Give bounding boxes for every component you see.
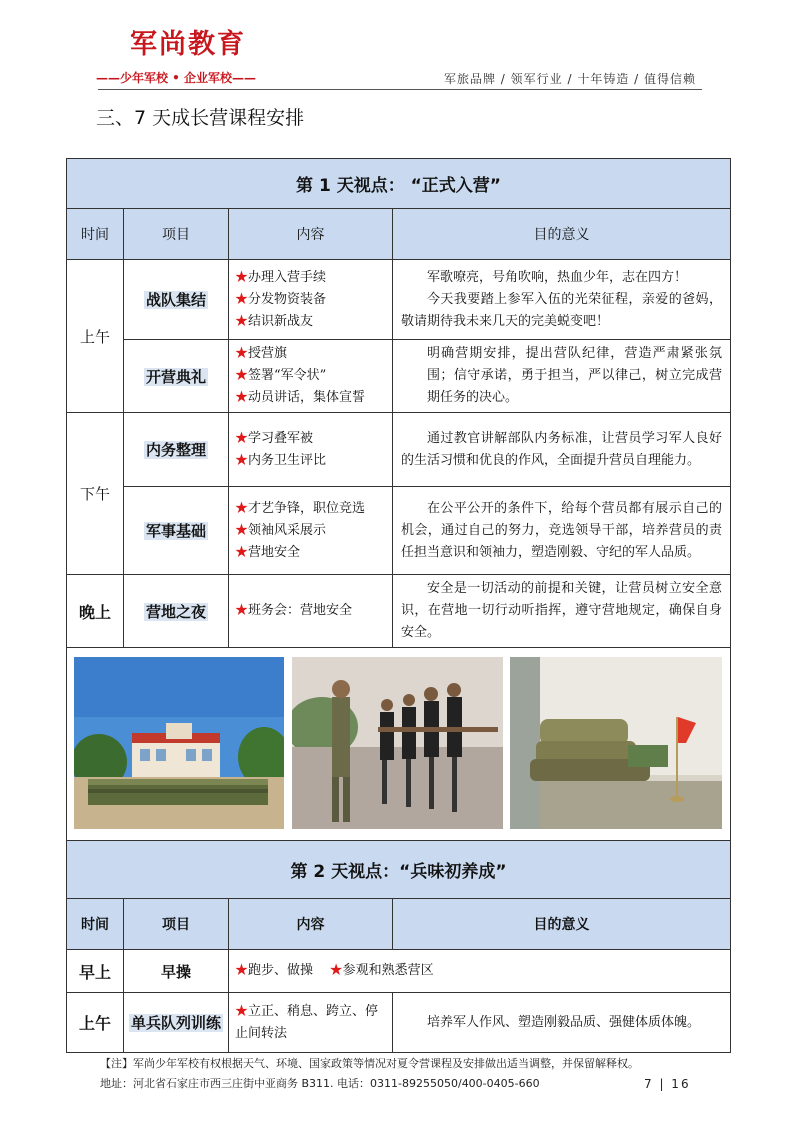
col-header-content: 内容: [229, 899, 393, 950]
star-icon: ★: [235, 313, 249, 329]
header-divider: [98, 89, 702, 90]
star-icon: ★: [235, 430, 249, 446]
period-afternoon: 下午: [67, 413, 124, 575]
brand-slogan: ——少年军校 • 企业军校——: [96, 71, 257, 85]
star-icon: ★: [235, 963, 249, 978]
content-list: ★授营旗 ★签署“军令状” ★动员讲话，集体宣誓: [229, 340, 393, 413]
page-number: 7 | 16: [644, 1077, 691, 1091]
star-icon: ★: [235, 500, 249, 516]
item-name: 战队集结: [124, 260, 229, 340]
table-row: [67, 487, 731, 575]
brand-name: 军尚教育: [130, 29, 246, 60]
content-list: ★班务会：营地安全: [229, 575, 393, 648]
drill-training-photo: [292, 657, 503, 829]
col-header-item: 项目: [124, 209, 229, 260]
item-name: 开营典礼: [124, 340, 229, 413]
purpose-text: 安全是一切活动的前提和关键，让营员树立安全意识，在营地一切行动听指挥，遵守营地规定，确保自身安全。: [393, 575, 731, 648]
period-morning: 上午: [67, 993, 124, 1053]
purpose-text: 明确营期安排，提出营队纪律，营造严肃紧张氛围；信守承诺，勇于担当，严以律己，树立完成营期任务的决心。: [393, 340, 731, 413]
purpose-text: 在公平公开的条件下，给每个营员都有展示自己的机会，通过自己的努力，竞选领导干部，培养营员的责任担当意识和领袖力，塑造刚毅、守纪的军人品质。: [393, 487, 731, 575]
footer-note: 【注】军尚少年军校有权根据天气、环境、国家政策等情况对夏令营课程及安排做出适当调整，并保留解释权。: [100, 1057, 639, 1070]
star-icon: ★: [235, 368, 249, 383]
day1-title: 第 1 天视点： “正式入营”: [67, 159, 731, 209]
brand-logo: [96, 22, 296, 86]
purpose-text: 军歌嘹亮，号角吹响，热血少年，志在四方！ 今天我要踏上参军入伍的光荣征程，亲爱的爸妈，敬请期待我未来几天的完美蜕变吧！: [393, 260, 731, 340]
period-early-morning: 早上: [67, 950, 124, 993]
table-row: [67, 950, 731, 993]
item-name: 单兵队列训练: [124, 993, 229, 1053]
page-footer: [100, 1054, 691, 1094]
folded-quilt-photo: [510, 657, 722, 829]
table-row: [67, 993, 731, 1053]
star-icon: ★: [235, 544, 249, 560]
star-icon: ★: [235, 452, 249, 468]
day2-title: 第 2 天视点：“兵味初养成”: [67, 841, 731, 899]
star-icon: ★: [329, 963, 343, 978]
period-evening: 晚上: [67, 575, 124, 648]
col-header-item: 项目: [124, 899, 229, 950]
star-icon: ★: [235, 1003, 249, 1019]
table-row: [67, 260, 731, 340]
star-icon: ★: [235, 346, 249, 361]
star-icon: ★: [235, 291, 249, 307]
purpose-text: 通过教官讲解部队内务标准，让营员学习军人良好的生活习惯和优良的作风，全面提升营员自理能力。: [393, 413, 731, 487]
table-row: [67, 575, 731, 648]
star-icon: ★: [235, 269, 249, 285]
item-name: 早操: [124, 950, 229, 993]
photo-strip: [67, 648, 731, 841]
star-icon: ★: [235, 522, 249, 538]
header-tagline: 军旅品牌 / 领军行业 / 十年铸造 / 值得信赖: [443, 72, 696, 86]
item-name: 军事基础: [124, 487, 229, 575]
star-icon: ★: [235, 390, 249, 405]
schedule-table: [66, 158, 731, 1053]
col-header-purpose: 目的意义: [393, 899, 731, 950]
content-list: ★学习叠军被 ★内务卫生评比: [229, 413, 393, 487]
content-list: ★办理入营手续 ★分发物资装备 ★结识新战友: [229, 260, 393, 340]
footer-address: 地址：河北省石家庄市西三庄街中亚商务 B311. 电话：0311-89255050/400-0405-660: [100, 1077, 540, 1090]
period-morning: 上午: [67, 260, 124, 413]
content-list: ★跑步、做操 ★参观和熟悉营区: [229, 950, 731, 993]
col-header-time: 时间: [67, 899, 124, 950]
col-header-content: 内容: [229, 209, 393, 260]
item-name: 内务整理: [124, 413, 229, 487]
table-row: [67, 340, 731, 413]
star-icon: ★: [235, 603, 249, 618]
camp-group-photo: [74, 657, 284, 829]
purpose-text: 培养军人作风、塑造刚毅品质、强健体质体魄。: [393, 993, 731, 1053]
col-header-time: 时间: [67, 209, 124, 260]
content-list: ★立正、稍息、跨立、停止间转法: [229, 993, 393, 1053]
item-name: 营地之夜: [124, 575, 229, 648]
content-list: ★才艺争锋，职位竞选 ★领袖风采展示 ★营地安全: [229, 487, 393, 575]
table-row: [67, 413, 731, 487]
col-header-purpose: 目的意义: [393, 209, 731, 260]
section-title: 三、7 天成长营课程安排: [96, 107, 305, 129]
